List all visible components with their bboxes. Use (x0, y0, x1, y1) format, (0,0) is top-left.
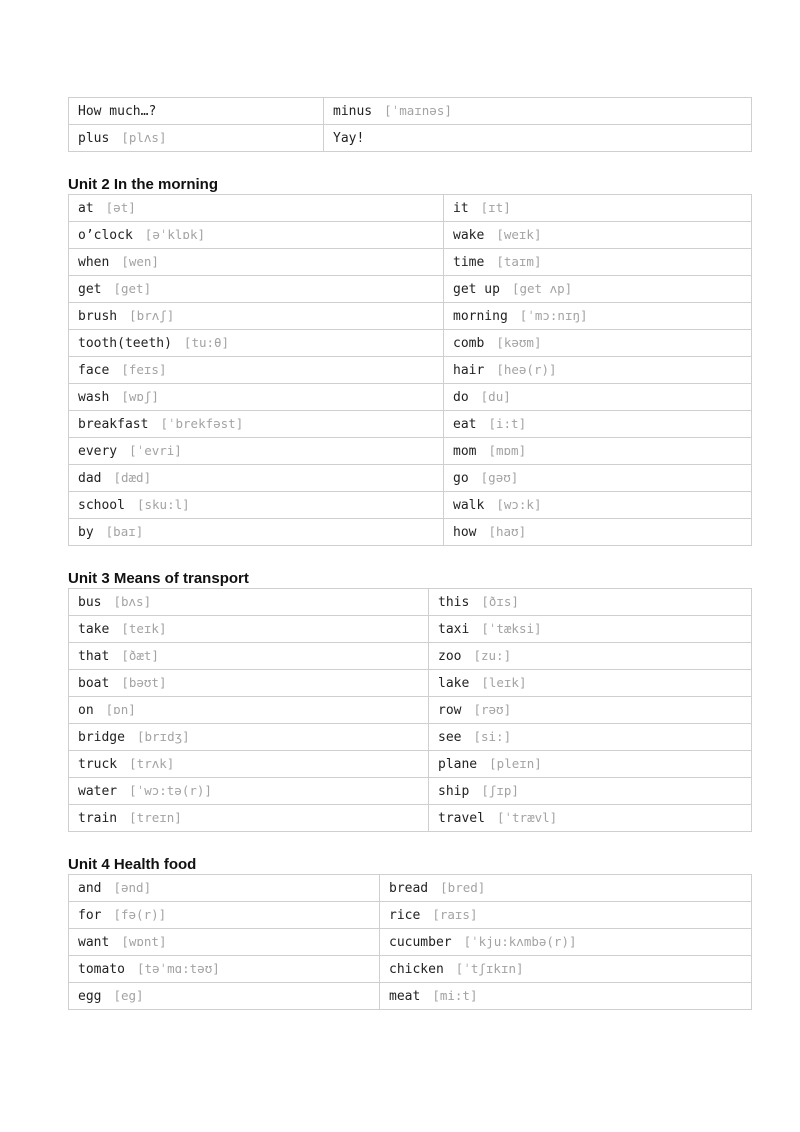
table-row (69, 411, 752, 438)
vocab-word: water (78, 784, 118, 799)
vocab-ipa: [treɪn] (129, 810, 182, 825)
vocab-word: face (78, 363, 110, 378)
vocab-word: eat (453, 417, 477, 432)
vocab-word: when (78, 255, 110, 270)
vocab-cell (69, 643, 429, 670)
vocab-word: minus (333, 104, 373, 119)
vocab-ipa: [baɪ] (105, 524, 144, 539)
vocab-ipa: [fə(r)] (113, 907, 167, 922)
table-row (69, 670, 752, 697)
vocab-cell (324, 125, 752, 152)
vocab-cell (69, 303, 444, 330)
vocab-cell (69, 724, 429, 751)
vocab-cell (380, 983, 752, 1010)
vocab-cell (429, 670, 752, 697)
vocab-word: egg (78, 989, 102, 1004)
table-row (69, 384, 752, 411)
vocab-ipa: [mi:t] (432, 988, 478, 1003)
vocab-word: that (78, 649, 110, 664)
vocab-cell (444, 276, 752, 303)
table-row (69, 805, 752, 832)
vocab-cell (69, 805, 429, 832)
vocab-cell (429, 724, 752, 751)
vocab-cell (380, 902, 752, 929)
table-row (69, 778, 752, 805)
vocab-ipa: [əˈklɒk] (144, 227, 206, 242)
vocab-ipa: [wen] (121, 254, 159, 269)
vocab-ipa: [brɪdʒ] (136, 729, 190, 744)
vocab-ipa: [ˈtæksi] (481, 621, 542, 636)
table-row (69, 330, 752, 357)
vocab-word: truck (78, 757, 118, 772)
vocab-cell (69, 519, 444, 546)
vocab-word: every (78, 444, 118, 459)
vocab-ipa: [bred] (440, 880, 486, 895)
vocab-ipa: [rəʊ] (473, 702, 512, 717)
vocab-ipa: [ˈmaɪnəs] (384, 103, 452, 118)
vocab-ipa: [ˈmɔ:nɪŋ] (519, 308, 588, 323)
vocab-cell (444, 384, 752, 411)
vocab-ipa: [gəʊ] (480, 470, 519, 485)
vocab-ipa: [weɪk] (496, 227, 542, 242)
vocab-cell (69, 616, 429, 643)
table-row (69, 875, 752, 902)
vocab-cell (69, 98, 324, 125)
vocab-ipa: [leɪk] (481, 675, 527, 690)
vocab-word: lake (438, 676, 470, 691)
vocab-cell (69, 589, 429, 616)
vocab-word: Yay! (333, 131, 365, 146)
vocab-cell (429, 778, 752, 805)
vocab-ipa: [ˈkju:kʌmbə(r)] (463, 934, 577, 949)
vocabulary-document (68, 97, 751, 1010)
vocab-cell (429, 589, 752, 616)
vocab-ipa: [tu:θ] (183, 335, 230, 350)
vocab-word: row (438, 703, 462, 718)
vocab-word: taxi (438, 622, 470, 637)
table-row (69, 616, 752, 643)
table-row (69, 589, 752, 616)
table-row (69, 492, 752, 519)
vocab-word: morning (453, 309, 508, 324)
vocab-ipa: [eg] (113, 988, 144, 1003)
vocab-word: tooth(teeth) (78, 336, 172, 351)
vocab-cell (444, 465, 752, 492)
vocab-cell (444, 222, 752, 249)
vocab-cell (380, 956, 752, 983)
vocab-table-continued (68, 97, 752, 152)
section-heading-unit-2: Unit 2 In the morning (68, 176, 218, 193)
vocab-word: brush (78, 309, 118, 324)
table-row (69, 519, 752, 546)
table-row (69, 956, 752, 983)
vocab-cell (69, 902, 380, 929)
vocab-cell (69, 929, 380, 956)
vocab-ipa: [ˈbrekfəst] (160, 416, 244, 431)
vocab-ipa: [teɪk] (121, 621, 167, 636)
vocab-word: bridge (78, 730, 125, 745)
vocab-cell (380, 875, 752, 902)
vocab-cell (444, 519, 752, 546)
vocab-word: zoo (438, 649, 462, 664)
vocab-word: cucumber (389, 935, 452, 950)
vocab-word: tomato (78, 962, 125, 977)
table-row (69, 125, 752, 152)
vocab-word: plus (78, 131, 110, 146)
vocab-cell (69, 195, 444, 222)
vocab-ipa: [kəʊm] (496, 335, 542, 350)
vocab-cell (69, 751, 429, 778)
vocab-ipa: [pleɪn] (489, 756, 542, 771)
vocab-cell (69, 330, 444, 357)
vocab-ipa: [heə(r)] (496, 362, 557, 377)
table-row (69, 249, 752, 276)
section-heading-unit-3: Unit 3 Means of transport (68, 570, 249, 587)
table-row (69, 902, 752, 929)
vocab-cell (69, 384, 444, 411)
vocab-word: by (78, 525, 94, 540)
vocab-word: get up (453, 282, 500, 297)
vocab-ipa: [sku:l] (136, 497, 190, 512)
vocab-ipa: [ˈevri] (129, 443, 182, 458)
vocab-table-body (69, 875, 752, 1010)
vocab-word: travel (438, 811, 485, 826)
vocab-ipa: [ɪt] (480, 200, 511, 215)
table-row (69, 438, 752, 465)
vocab-word: this (438, 595, 470, 610)
vocab-cell (69, 276, 444, 303)
vocab-word: take (78, 622, 110, 637)
vocab-word: meat (389, 989, 421, 1004)
vocab-ipa: [ˈwɔ:tə(r)] (129, 783, 212, 798)
vocab-ipa: [get ʌp] (511, 281, 573, 296)
vocab-word: rice (389, 908, 421, 923)
vocab-cell (429, 616, 752, 643)
vocab-ipa: [raɪs] (432, 907, 478, 922)
vocab-cell (69, 249, 444, 276)
vocab-word: wash (78, 390, 110, 405)
vocab-ipa: [ðæt] (121, 648, 159, 663)
vocab-cell (380, 929, 752, 956)
table-row (69, 465, 752, 492)
table-row (69, 222, 752, 249)
vocab-ipa: [mɒm] (488, 443, 527, 458)
vocab-ipa: [wɔ:k] (496, 497, 542, 512)
vocab-cell (429, 697, 752, 724)
vocab-cell (444, 357, 752, 384)
vocab-cell (444, 438, 752, 465)
vocab-cell (69, 956, 380, 983)
table-row (69, 276, 752, 303)
vocab-cell (429, 643, 752, 670)
vocab-ipa: [ˈtrævl] (496, 810, 558, 825)
vocab-table-unit-4 (68, 874, 752, 1010)
vocab-ipa: [ɒn] (105, 702, 136, 717)
vocab-cell (69, 778, 429, 805)
vocab-ipa: [i:t] (488, 416, 527, 431)
vocab-cell (69, 125, 324, 152)
vocab-cell (69, 983, 380, 1010)
vocab-ipa: [təˈmɑ:təʊ] (136, 961, 220, 976)
vocab-cell (69, 222, 444, 249)
table-row (69, 357, 752, 384)
vocab-ipa: [bʌs] (113, 594, 152, 609)
table-row (69, 98, 752, 125)
vocab-ipa: [get] (113, 281, 152, 296)
vocab-word: hair (453, 363, 485, 378)
vocab-ipa: [wɒʃ] (121, 389, 159, 404)
vocab-word: and (78, 881, 102, 896)
vocab-word: dad (78, 471, 102, 486)
vocab-word: ship (438, 784, 470, 799)
vocab-cell (69, 697, 429, 724)
vocab-word: want (78, 935, 110, 950)
vocab-cell (69, 465, 444, 492)
vocab-word: at (78, 201, 94, 216)
table-row (69, 724, 752, 751)
vocab-ipa: [si:] (473, 729, 512, 744)
vocab-cell (444, 411, 752, 438)
vocab-ipa: [du] (480, 389, 511, 404)
vocab-word: o’clock (78, 228, 133, 243)
vocab-ipa: [zu:] (473, 648, 512, 663)
table-row (69, 983, 752, 1010)
vocab-word: bus (78, 595, 102, 610)
vocab-table-body (69, 195, 752, 546)
vocab-word: chicken (389, 962, 444, 977)
vocab-word: bread (389, 881, 429, 896)
vocab-cell (444, 492, 752, 519)
table-row (69, 195, 752, 222)
vocab-word: on (78, 703, 94, 718)
vocab-word: do (453, 390, 469, 405)
vocab-word: get (78, 282, 102, 297)
vocab-cell (429, 751, 752, 778)
vocab-ipa: [plʌs] (121, 130, 167, 145)
vocab-cell (444, 303, 752, 330)
vocab-ipa: [ʃɪp] (481, 783, 519, 798)
vocab-ipa: [ˈtʃɪkɪn] (455, 961, 524, 976)
vocab-cell (69, 438, 444, 465)
vocab-ipa: [dæd] (113, 470, 152, 485)
vocab-ipa: [brʌʃ] (129, 308, 175, 323)
section-heading-unit-4: Unit 4 Health food (68, 856, 197, 873)
vocab-word: boat (78, 676, 110, 691)
vocab-cell (69, 411, 444, 438)
vocab-word: time (453, 255, 485, 270)
vocab-cell (324, 98, 752, 125)
vocab-word: breakfast (78, 417, 149, 432)
vocab-ipa: [ət] (105, 200, 136, 215)
table-row (69, 643, 752, 670)
vocab-word: school (78, 498, 125, 513)
vocab-cell (444, 249, 752, 276)
vocab-ipa: [taɪm] (496, 254, 542, 269)
vocab-word: see (438, 730, 462, 745)
table-row (69, 929, 752, 956)
vocab-ipa: [haʊ] (488, 524, 527, 539)
vocab-word: how (453, 525, 477, 540)
vocab-word: walk (453, 498, 485, 513)
vocab-word: mom (453, 444, 477, 459)
vocab-cell (429, 805, 752, 832)
vocab-ipa: [ənd] (113, 880, 152, 895)
vocab-word: plane (438, 757, 478, 772)
vocab-cell (69, 670, 429, 697)
vocab-ipa: [ðɪs] (481, 594, 519, 609)
table-row (69, 751, 752, 778)
vocab-word: go (453, 471, 469, 486)
vocab-cell (69, 875, 380, 902)
vocab-word: it (453, 201, 469, 216)
vocab-word: How much…? (78, 104, 157, 119)
vocab-word: wake (453, 228, 485, 243)
table-row (69, 697, 752, 724)
vocab-cell (444, 330, 752, 357)
vocab-ipa: [trʌk] (129, 756, 175, 771)
vocab-word: comb (453, 336, 485, 351)
vocab-ipa: [wɒnt] (121, 934, 167, 949)
vocab-ipa: [bəʊt] (121, 675, 167, 690)
vocab-cell (69, 357, 444, 384)
vocab-table-unit-3 (68, 588, 752, 832)
vocab-word: for (78, 908, 102, 923)
vocab-cell (69, 492, 444, 519)
vocab-cell (444, 195, 752, 222)
vocab-word: train (78, 811, 118, 826)
table-row (69, 303, 752, 330)
vocab-ipa: [feɪs] (121, 362, 167, 377)
vocab-table-unit-2 (68, 194, 752, 546)
vocab-table-body (69, 589, 752, 832)
